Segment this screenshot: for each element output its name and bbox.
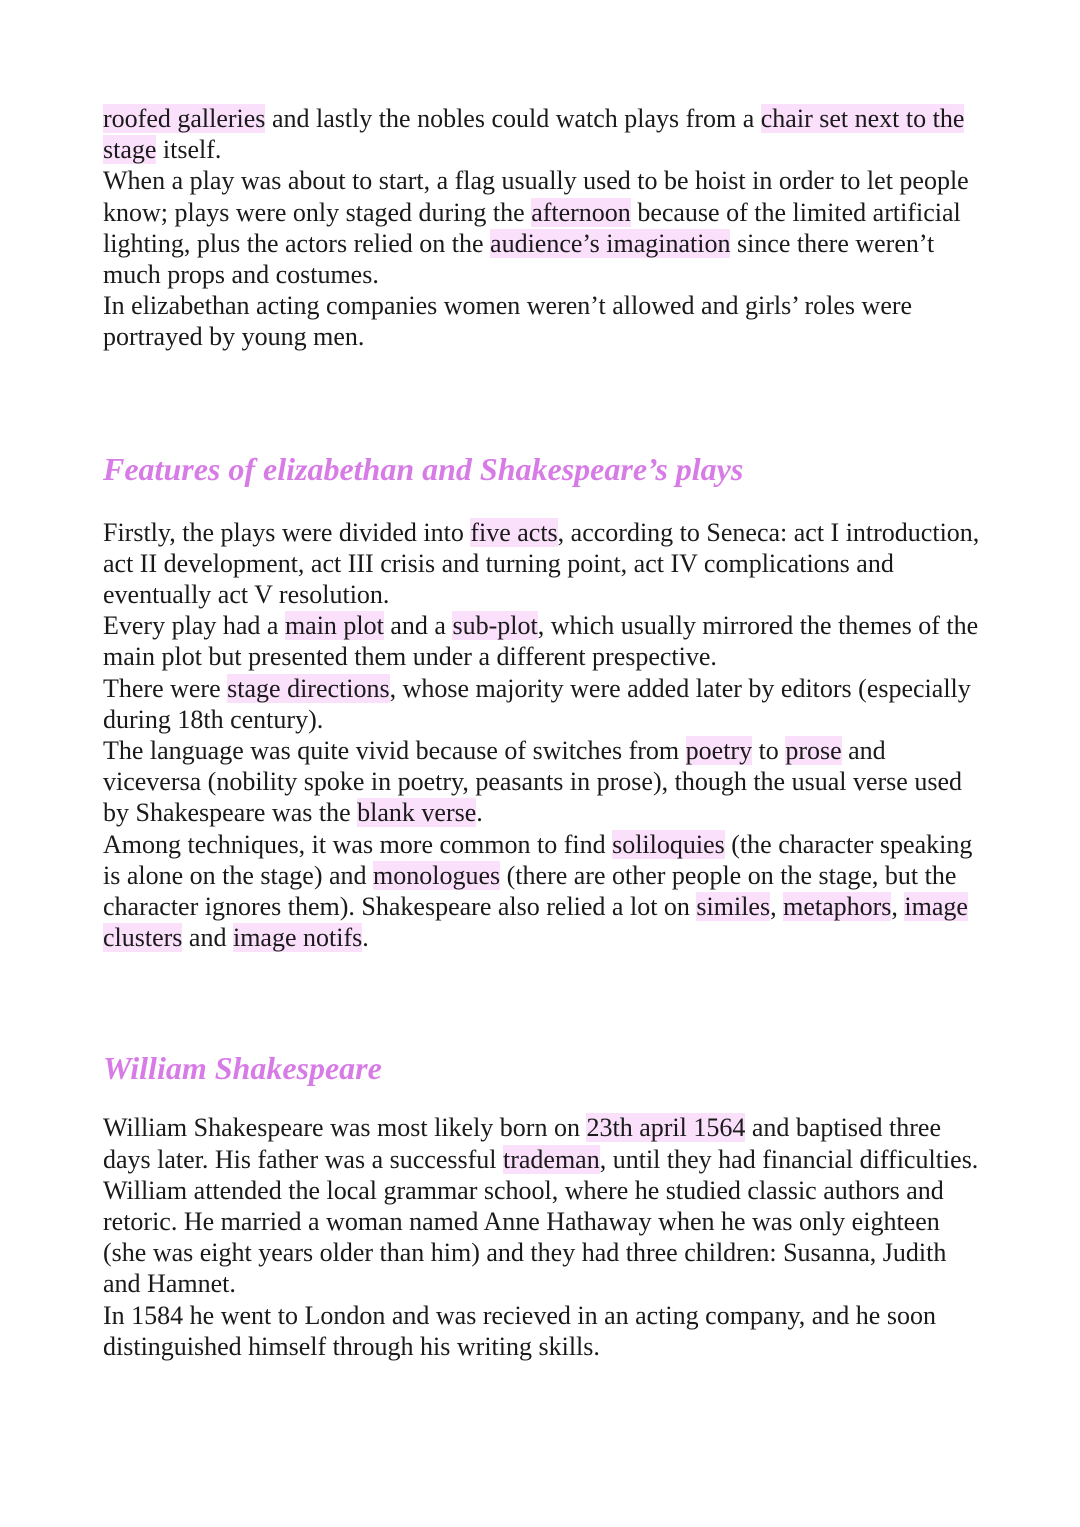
highlighted-text: soliloquies	[612, 829, 725, 859]
text-run: ,	[770, 892, 784, 922]
text-run: to	[752, 736, 786, 766]
highlighted-text: stage directions	[227, 673, 390, 703]
section-heading-shakespeare: William Shakespeare	[103, 1050, 382, 1087]
highlighted-text: blank verse	[357, 798, 477, 828]
text-run: and baptised three days later. His father was a successful	[103, 1113, 941, 1174]
text-run: and lastly the nobles could watch plays from a	[265, 104, 761, 133]
text-run: and viceversa (nobility spoke in poetry, peasants in prose), though the usual verse used by Shakespeare was the	[103, 736, 962, 828]
highlighted-text: five acts	[470, 517, 558, 547]
highlighted-text: image clusters	[103, 892, 968, 953]
intro-section	[103, 103, 983, 353]
text-run: , whose majority were added later by editors (especially during 18th century).	[103, 673, 971, 734]
highlighted-text: prose	[785, 736, 842, 766]
text-run: , according to Seneca: act I introduction, act II development, act III crisis and turning point, act IV complications and eventually act V resolution.	[103, 517, 980, 610]
paragraph	[103, 610, 983, 672]
highlighted-text: chair set next to the stage	[103, 104, 965, 165]
text-run: .	[362, 923, 369, 953]
text-run: Among techniques, it was more common to find	[103, 829, 613, 859]
text-run: and a	[383, 611, 453, 641]
shakespeare-section	[103, 1112, 983, 1362]
paragraph	[103, 673, 983, 735]
text-run: The language was quite vivid because of switches from	[103, 736, 686, 766]
text-run: .	[476, 798, 483, 828]
highlighted-text: audience’s imagination	[490, 228, 731, 258]
paragraph	[103, 1300, 983, 1362]
paragraph	[103, 735, 983, 829]
text-run: (there are other people on the stage, but the character ignores them). Shakespeare also relied a lot on	[103, 860, 957, 922]
paragraph	[103, 1112, 983, 1299]
text-run: (the character speaking is alone on the stage) and	[103, 829, 973, 890]
section-heading-features: Features of elizabethan and Shakespeare’s plays	[103, 450, 744, 487]
text-run: Every play had a	[103, 611, 285, 641]
text-run: There were	[103, 673, 228, 703]
paragraph	[103, 290, 983, 352]
highlighted-text: main plot	[284, 611, 384, 641]
highlighted-text: 23th april 1564	[586, 1113, 746, 1143]
text-run: because of the limited artificial lighting, plus the actors relied on the	[103, 197, 961, 258]
text-run: Firstly, the plays were divided into	[103, 517, 471, 547]
paragraph	[103, 829, 983, 954]
text-run: , until they had financial difficulties. William attended the local grammar school, where he studied classic authors and retoric. He married a woman named Anne Hathaway when he was only eighteen (she was eight years older than him) and they had three children: Susanna, Judith and Hamnet.	[103, 1144, 979, 1299]
text-run: In elizabethan acting companies women weren’t allowed and girls’ roles were portrayed by young men.	[103, 291, 913, 352]
paragraph	[103, 517, 983, 611]
text-run: itself.	[156, 135, 222, 165]
highlighted-text: afternoon	[531, 197, 631, 227]
highlighted-text: metaphors	[783, 892, 892, 922]
text-run: since there weren’t much props and costumes.	[103, 228, 935, 290]
text-run: ,	[891, 892, 905, 922]
paragraph	[103, 103, 983, 165]
document-page	[103, 103, 983, 1362]
highlighted-text: similes	[696, 892, 771, 922]
text-run: and	[182, 923, 233, 953]
features-section	[103, 517, 983, 954]
highlighted-text: roofed galleries	[103, 104, 266, 133]
highlighted-text: monologues	[373, 860, 501, 890]
highlighted-text: poetry	[685, 736, 753, 766]
highlighted-text: trademan	[502, 1144, 600, 1174]
highlighted-text: sub-plot	[452, 611, 538, 641]
text-run: William Shakespeare was most likely born on	[103, 1113, 587, 1143]
text-run: In 1584 he went to London and was recieved in an acting company, and he soon distinguished himself through his writing skills.	[103, 1300, 936, 1361]
text-run: , which usually mirrored the themes of the main plot but presented them under a different prespective.	[103, 611, 979, 672]
paragraph	[103, 165, 983, 290]
text-run: When a play was about to start, a flag usually used to be hoist in order to let people know; plays were only staged during the	[103, 166, 969, 227]
highlighted-text: image notifs	[232, 923, 363, 953]
